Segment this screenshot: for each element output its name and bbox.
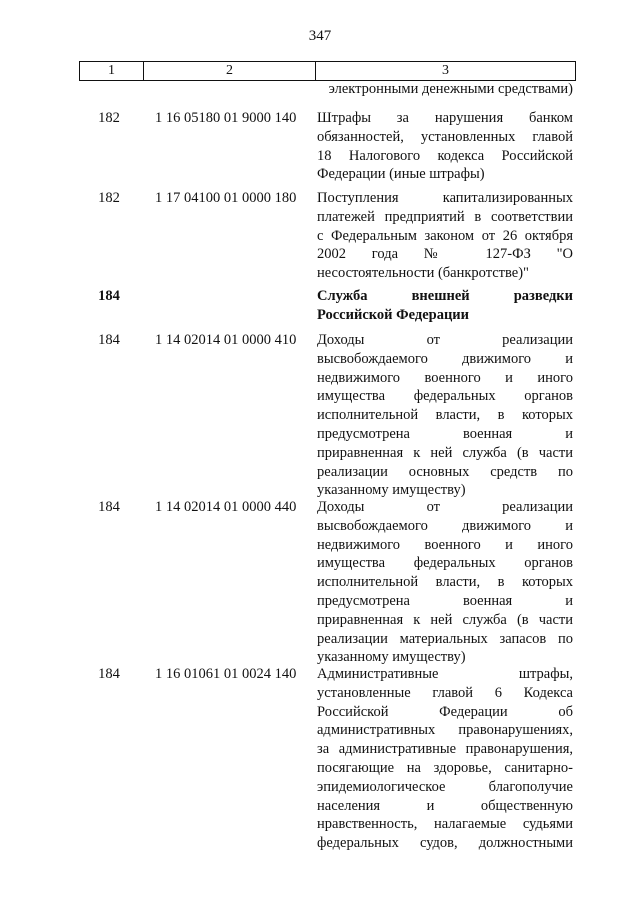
description-line: эпидемиологическое благополучие [317, 778, 573, 795]
row-description [317, 665, 573, 853]
description-line: несостоятельности (банкротстве)" [317, 265, 529, 282]
continuation-text: электронными денежными средствами) [328, 81, 573, 97]
description-line: высвобождаемого движимого и [317, 350, 573, 367]
description-line: административных правонарушениях, [317, 722, 573, 739]
kbk-code: 1 16 05180 01 9000 140 [155, 110, 297, 126]
description-line: 18 Налогового кодекса Российской [317, 147, 573, 164]
description-line: Поступления капитализированных [317, 190, 573, 206]
kbk-code: 1 14 02014 01 0000 440 [155, 499, 297, 515]
description-line: предусмотрена военная и [317, 425, 573, 442]
description-line: Российской Федерации об [317, 703, 573, 720]
description-line: имущества федеральных органов [317, 388, 573, 405]
row-description [317, 331, 573, 500]
description-line: Российской Федерации [317, 306, 470, 323]
header-col-1: 1 [80, 62, 144, 80]
description-line: установленные главой 6 Кодекса [317, 684, 573, 701]
description-line: исполнительной власти, в которых [317, 407, 573, 424]
admin-code: 184 [98, 499, 120, 515]
description-line: указанному имуществу) [317, 482, 466, 499]
description-line: имущества федеральных органов [317, 555, 573, 572]
description-line: Штрафы за нарушения банком [317, 110, 573, 126]
admin-code: 184 [98, 332, 120, 348]
description-line: реализации материальных запасов по [317, 630, 573, 647]
description-line: населения и общественную [317, 797, 573, 814]
kbk-code: 1 16 01061 01 0024 140 [155, 666, 297, 682]
description-line: Доходы от реализации [317, 332, 573, 348]
description-line: Административные штрафы, [317, 666, 573, 682]
description-line: указанному имуществу) [317, 649, 466, 666]
description-line: за административные правонарушения, [317, 741, 573, 758]
header-col-2: 2 [144, 62, 316, 80]
description-line: предусмотрена военная и [317, 592, 573, 609]
admin-code: 182 [98, 190, 120, 206]
description-line: обязанностей, установленных главой [317, 128, 573, 145]
description-line: приравненная к ней служба (в части [317, 611, 573, 628]
kbk-code: 1 14 02014 01 0000 410 [155, 332, 297, 348]
description-line: недвижимого военного и иного [317, 536, 573, 553]
row-description [317, 287, 573, 325]
description-line: Служба внешней разведки [317, 288, 573, 304]
admin-code: 182 [98, 110, 120, 126]
description-line: посягающие на здоровье, санитарно- [317, 759, 573, 776]
description-line: Федерации (иные штрафы) [317, 166, 485, 183]
description-line: Доходы от реализации [317, 499, 573, 515]
row-description [317, 189, 573, 283]
description-line: платежей предприятий в соответствии [317, 208, 573, 225]
description-line: приравненная к ней служба (в части [317, 444, 573, 461]
kbk-code: 1 17 04100 01 0000 180 [155, 190, 297, 206]
description-line: высвобождаемого движимого и [317, 517, 573, 534]
description-line: реализации основных средств по [317, 463, 573, 480]
table-header [79, 61, 576, 81]
header-col-3: 3 [442, 63, 449, 78]
row-description [317, 498, 573, 667]
description-line: исполнительной власти, в которых [317, 574, 573, 591]
description-line: федеральных судов, должностными [317, 835, 573, 852]
description-line: нравственность, налагаемые судьями [317, 816, 573, 833]
row-description [317, 109, 573, 184]
admin-code: 184 [98, 666, 120, 682]
description-line: с Федеральным законом от 26 октября [317, 227, 573, 244]
admin-code: 184 [98, 288, 120, 304]
description-line: недвижимого военного и иного [317, 369, 573, 386]
description-line: 2002 года № 127-ФЗ "О [317, 246, 573, 263]
page-number: 347 [308, 28, 332, 44]
